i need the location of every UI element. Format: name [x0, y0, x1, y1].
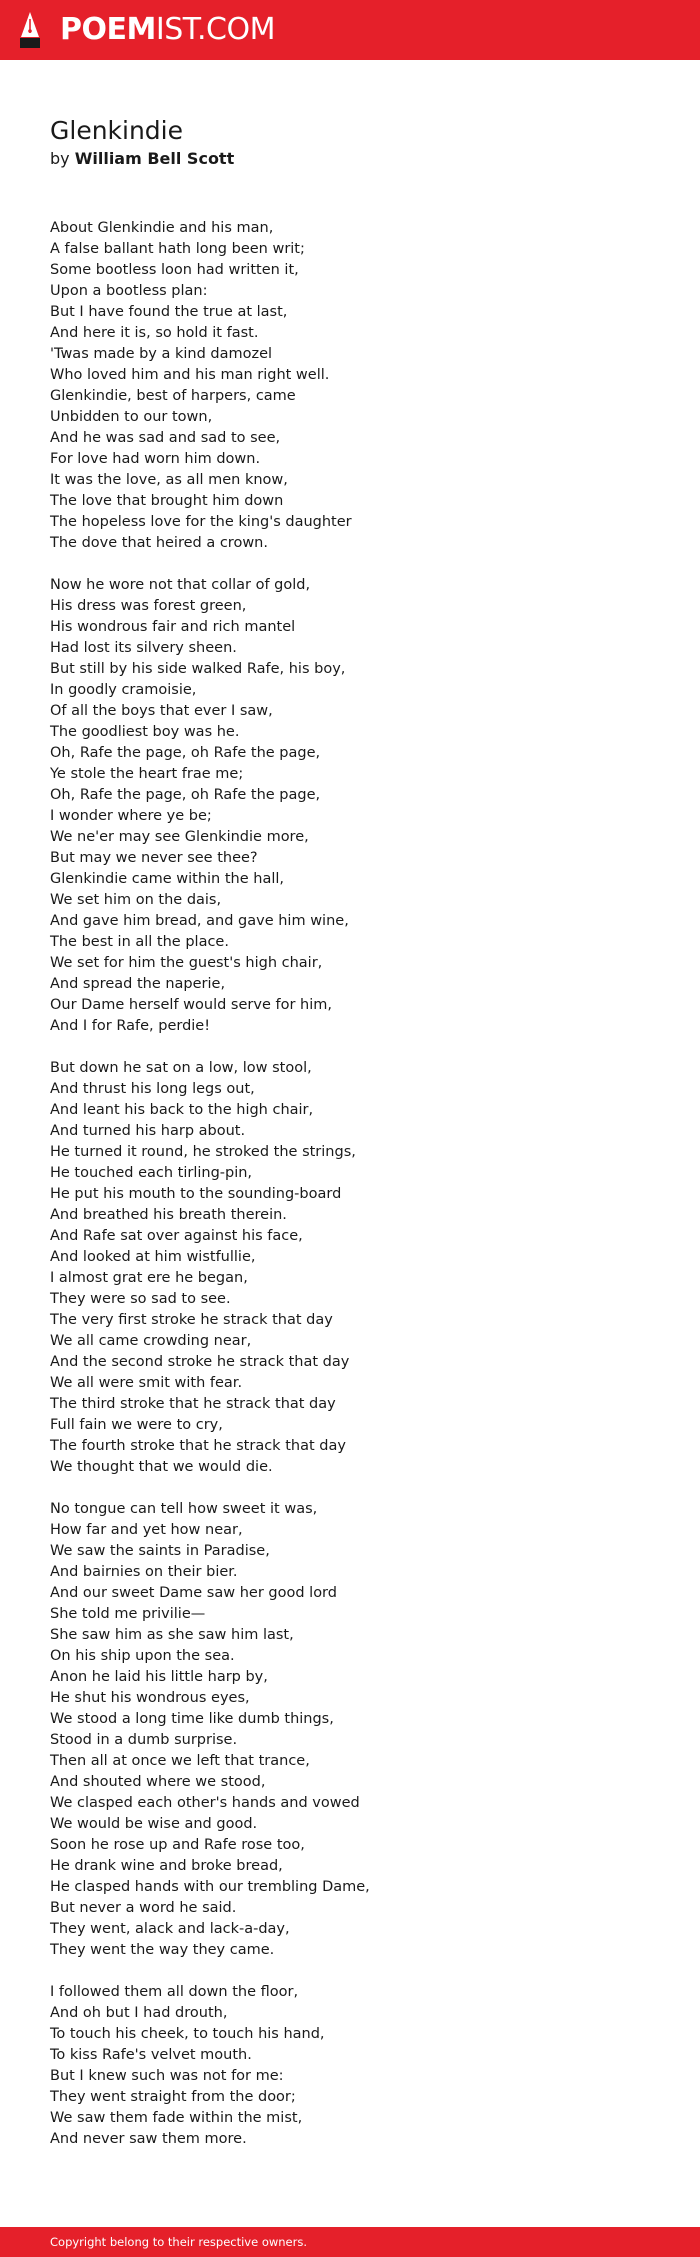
poem-line: We all came crowding near,	[50, 1333, 252, 1349]
poem-line: We stood a long time like dumb things,	[50, 1711, 334, 1727]
logo-text-light: IST.COM	[155, 12, 275, 47]
poem-line: Full fain we were to cry,	[50, 1417, 223, 1433]
poem-line: No tongue can tell how sweet it was,	[50, 1501, 318, 1517]
stanza	[50, 1058, 650, 1478]
poem-line: We would be wise and good.	[50, 1816, 258, 1832]
poem-line: We ne'er may see Glenkindie more,	[50, 829, 309, 845]
poem-line: And turned his harp about.	[50, 1123, 246, 1139]
poem-line: They went the way they came.	[50, 1942, 275, 1958]
poem-line: Our Dame herself would serve for him,	[50, 997, 332, 1013]
poem-line: The hopeless love for the king's daughter	[50, 514, 352, 530]
site-header	[0, 0, 700, 60]
poem-line: Soon he rose up and Rafe rose too,	[50, 1837, 305, 1853]
poem-line: And breathed his breath therein.	[50, 1207, 287, 1223]
poem-line: He turned it round, he stroked the strings,	[50, 1144, 356, 1160]
poem-line: In goodly cramoisie,	[50, 682, 197, 698]
poem-line: But still by his side walked Rafe, his boy,	[50, 661, 346, 677]
poem-line: Oh, Rafe the page, oh Rafe the page,	[50, 745, 321, 761]
poem-body	[50, 218, 650, 2171]
poem-line: And leant his back to the high chair,	[50, 1102, 314, 1118]
copyright-text: Copyright belong to their respective owners.	[50, 2235, 308, 2249]
poem-line: And oh but I had drouth,	[50, 2005, 228, 2021]
poem-line: To kiss Rafe's velvet mouth.	[50, 2047, 252, 2063]
poem-line: She saw him as she saw him last,	[50, 1627, 294, 1643]
poem-line: The third stroke that he strack that day	[50, 1396, 336, 1412]
poem-line: He shut his wondrous eyes,	[50, 1690, 250, 1706]
poem-line: But may we never see thee?	[50, 850, 258, 866]
poem-line: His wondrous fair and rich mantel	[50, 619, 296, 635]
poem-line: And he was sad and sad to see,	[50, 430, 281, 446]
poem-line: It was the love, as all men know,	[50, 472, 288, 488]
poem-line: And bairnies on their bier.	[50, 1564, 238, 1580]
poem-line: We set for him the guest's high chair,	[50, 955, 323, 971]
poem-line: They were so sad to see.	[50, 1291, 231, 1307]
poem-line: I almost grat ere he began,	[50, 1270, 248, 1286]
poem-line: A false ballant hath long been writ;	[50, 241, 305, 257]
poem-line: And thrust his long legs out,	[50, 1081, 255, 1097]
poem-line: We set him on the dais,	[50, 892, 222, 908]
stanza	[50, 1982, 650, 2150]
poem-line: But never a word he said.	[50, 1900, 237, 1916]
poem-line: The fourth stroke that he strack that day	[50, 1438, 346, 1454]
poem-line: I followed them all down the floor,	[50, 1984, 299, 2000]
poem-line: And never saw them more.	[50, 2131, 247, 2147]
stanza	[50, 1499, 650, 1961]
site-footer	[0, 2227, 700, 2257]
poem-line: For love had worn him down.	[50, 451, 261, 467]
poem-line: About Glenkindie and his man,	[50, 220, 274, 236]
poem-line: The goodliest boy was he.	[50, 724, 240, 740]
poem-line: And the second stroke he strack that day	[50, 1354, 350, 1370]
poem-line: I wonder where ye be;	[50, 808, 212, 824]
poem-line: But I knew such was not for me:	[50, 2068, 284, 2084]
poem-line: They went straight from the door;	[50, 2089, 296, 2105]
poem-line: On his ship upon the sea.	[50, 1648, 235, 1664]
poem-line: We clasped each other's hands and vowed	[50, 1795, 360, 1811]
poem-line: We thought that we would die.	[50, 1459, 273, 1475]
poem-line: They went, alack and lack-a-day,	[50, 1921, 290, 1937]
poem-line: He drank wine and broke bread,	[50, 1858, 283, 1874]
poem-line: And gave him bread, and gave him wine,	[50, 913, 349, 929]
poem-line: And our sweet Dame saw her good lord	[50, 1585, 337, 1601]
poem-line: And looked at him wistfullie,	[50, 1249, 256, 1265]
byline	[50, 148, 234, 170]
by-label: by	[50, 149, 70, 168]
poem-line: Glenkindie, best of harpers, came	[50, 388, 296, 404]
poem-line: But I have found the true at last,	[50, 304, 288, 320]
poem-line: Now he wore not that collar of gold,	[50, 577, 311, 593]
logo-text-bold: POEM	[60, 12, 156, 47]
poem-line: He touched each tirling-pin,	[50, 1165, 253, 1181]
poem-line: We all were smit with fear.	[50, 1375, 243, 1391]
poem-line: She told me privilie—	[50, 1606, 206, 1622]
poem-title: Glenkindie	[50, 116, 184, 145]
poem-line: We saw the saints in Paradise,	[50, 1543, 270, 1559]
poem-line: Oh, Rafe the page, oh Rafe the page,	[50, 787, 321, 803]
poem-line: And here it is, so hold it fast.	[50, 325, 259, 341]
pen-nib-icon[interactable]	[18, 11, 42, 49]
poem-line: Of all the boys that ever I saw,	[50, 703, 273, 719]
poem-line: To touch his cheek, to touch his hand,	[50, 2026, 325, 2042]
poem-line: Glenkindie came within the hall,	[50, 871, 285, 887]
poem-line: His dress was forest green,	[50, 598, 247, 614]
poem-line: The very first stroke he strack that day	[50, 1312, 333, 1328]
poem-line: Ye stole the heart frae me;	[50, 766, 244, 782]
poem-line: The dove that heired a crown.	[50, 535, 268, 551]
poem-line: The love that brought him down	[50, 493, 284, 509]
poem-line: Stood in a dumb surprise.	[50, 1732, 238, 1748]
poem-line: The best in all the place.	[50, 934, 229, 950]
poem-line: Some bootless loon had written it,	[50, 262, 299, 278]
poem-line: 'Twas made by a kind damozel	[50, 346, 273, 362]
poem-line: And spread the naperie,	[50, 976, 226, 992]
poem-line: How far and yet how near,	[50, 1522, 243, 1538]
author-name[interactable]: William Bell Scott	[74, 149, 235, 168]
poem-line: But down he sat on a low, low stool,	[50, 1060, 312, 1076]
poem-line: He clasped hands with our trembling Dame,	[50, 1879, 370, 1895]
poem-line: Unbidden to our town,	[50, 409, 213, 425]
poem-line: Anon he laid his little harp by,	[50, 1669, 268, 1685]
poem-line: Upon a bootless plan:	[50, 283, 208, 299]
poem-line: He put his mouth to the sounding-board	[50, 1186, 342, 1202]
poem-line: Who loved him and his man right well.	[50, 367, 330, 383]
poem-line: Then all at once we left that trance,	[50, 1753, 310, 1769]
stanza	[50, 575, 650, 1037]
poem-line: And shouted where we stood,	[50, 1774, 266, 1790]
stanza	[50, 218, 650, 554]
poem-line: We saw them fade within the mist,	[50, 2110, 303, 2126]
poem-line: And Rafe sat over against his face,	[50, 1228, 303, 1244]
site-logo[interactable]	[60, 14, 275, 46]
poem-line: And I for Rafe, perdie!	[50, 1018, 211, 1034]
poem-line: Had lost its silvery sheen.	[50, 640, 237, 656]
